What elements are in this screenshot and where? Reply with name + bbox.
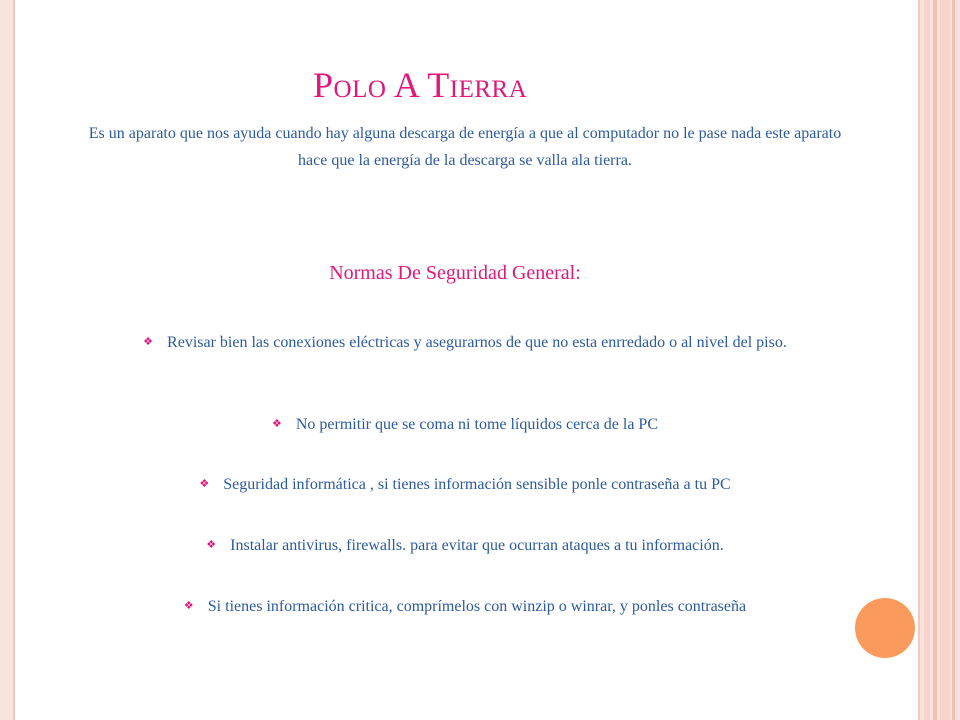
diamond-bullet-icon: ❖ (183, 600, 194, 612)
diamond-bullet-icon: ❖ (272, 418, 282, 430)
list-item (75, 330, 855, 355)
intro-paragraph: Es un aparato que nos ayuda cuando hay alguna descarga de energía a que al computador no le pase nada este aparato hace que la energía de la descarga se valla ala tierra. (88, 125, 842, 169)
list-item-text: Seguridad informática , si tienes información sensible ponle contraseña a tu PC (223, 476, 731, 493)
list-item-text: No permitir que se coma ni tome líquidos cerca de la PC (295, 416, 658, 433)
list-item-text: Si tienes información critica, comprímelos con winzip o winrar, y ponles contraseña (207, 598, 747, 615)
list-item-text: Instalar antivirus, firewalls. para evitar que ocurran ataques a tu información. (230, 537, 724, 554)
decorative-stripe (940, 0, 950, 720)
decorative-stripe (933, 0, 937, 720)
list-item (75, 533, 855, 558)
list-item (75, 472, 855, 497)
list-item (75, 594, 855, 619)
list-item (75, 412, 855, 437)
decorative-stripe (952, 0, 955, 720)
diamond-bullet-icon: ❖ (143, 336, 154, 348)
section-heading: Normas De Seguridad General: (329, 262, 581, 284)
slide-title: Polo A Tierra (313, 65, 528, 105)
list-item-text: Revisar bien las conexiones eléctricas y asegurarnos de que no esta enrredado o al nivel del piso. (167, 334, 787, 351)
decorative-stripe (924, 0, 930, 720)
slide-panel (13, 0, 920, 720)
decorative-circle (855, 598, 915, 658)
diamond-bullet-icon: ❖ (206, 539, 217, 551)
diamond-bullet-icon: ❖ (199, 478, 210, 490)
